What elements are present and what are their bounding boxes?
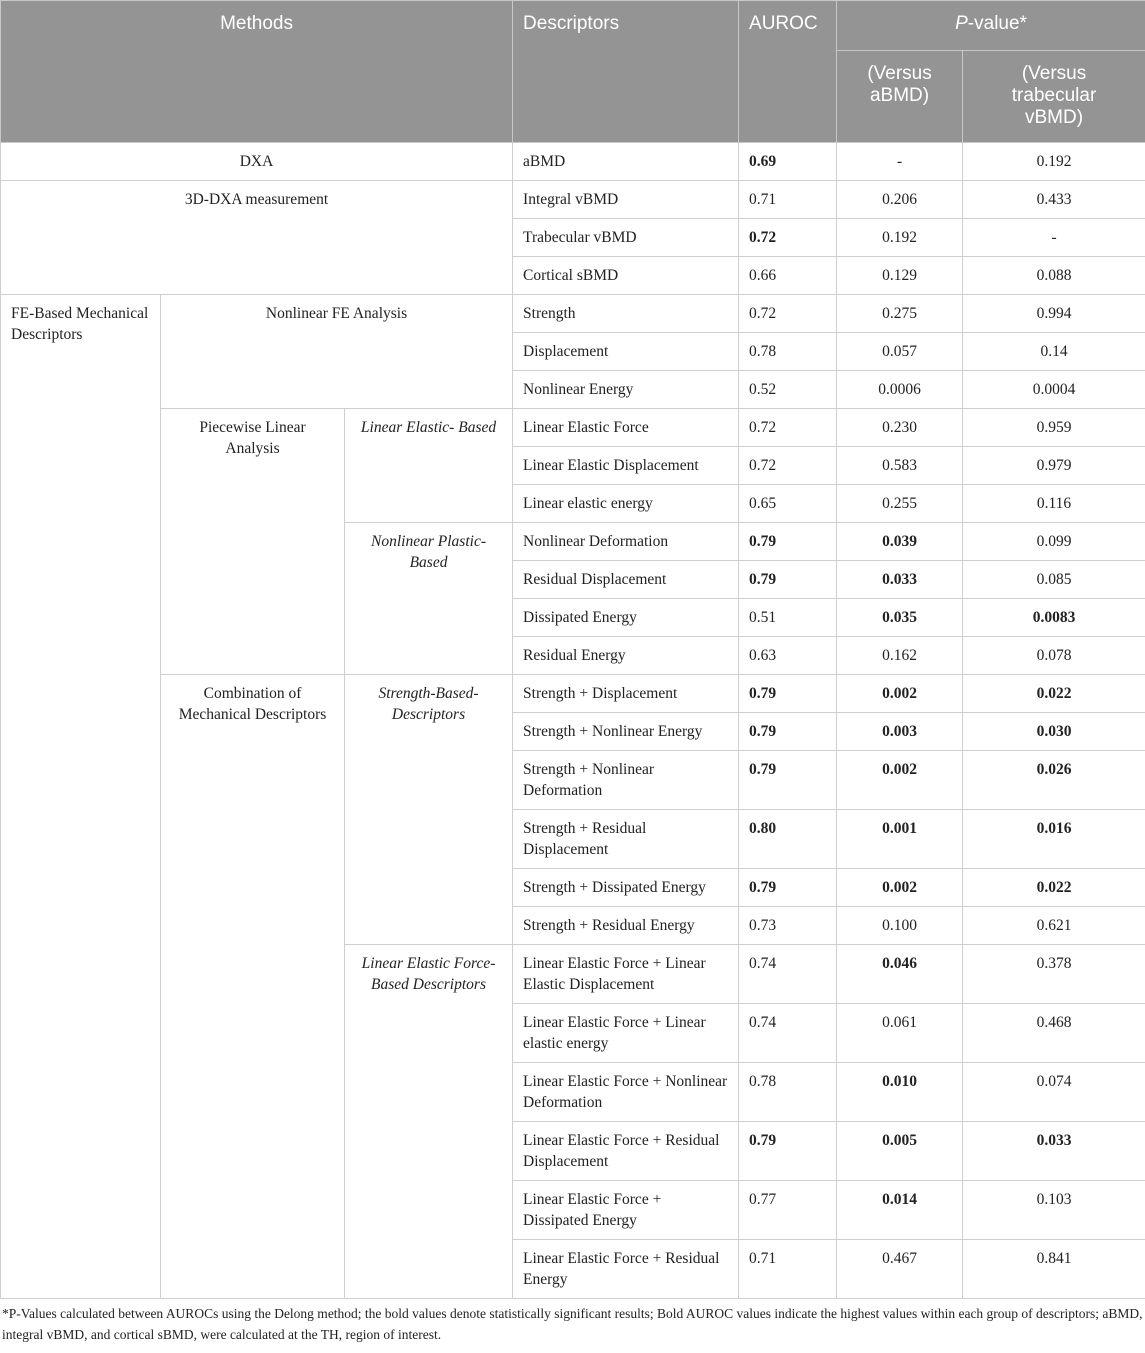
auroc-value-cell	[739, 810, 837, 869]
p-vs-abmd: 0.583	[882, 457, 917, 474]
descriptor: Linear Elastic Force + Linear elastic energy	[523, 1014, 706, 1052]
p-vs-tvbmd: 0.022	[1036, 879, 1072, 896]
p-vs-abmd-cell	[837, 143, 963, 181]
descriptor-cell	[513, 675, 739, 713]
auroc-value: 0.80	[749, 820, 777, 837]
auroc-value: 0.66	[749, 267, 777, 284]
p-vs-abmd: 0.014	[882, 1191, 917, 1208]
auroc-value: 0.79	[749, 761, 777, 778]
p-vs-tvbmd-cell	[963, 523, 1145, 561]
p-vs-tvbmd-cell	[963, 713, 1145, 751]
p-vs-abmd: 0.033	[882, 571, 917, 588]
p-vs-tvbmd: 0.088	[1036, 267, 1072, 284]
auroc-value: 0.74	[749, 1014, 777, 1031]
header-vs-tvbmd: (Versus trabecular vBMD)	[963, 51, 1145, 143]
auroc-value: 0.79	[749, 1132, 777, 1149]
descriptor: Linear Elastic Force + Linear Elastic Displacement	[523, 955, 706, 993]
p-vs-abmd: 0.192	[882, 229, 917, 246]
p-vs-tvbmd: 0.078	[1036, 647, 1072, 664]
p-vs-tvbmd-cell	[963, 1063, 1145, 1122]
descriptor: Nonlinear Energy	[523, 381, 634, 398]
p-vs-abmd: 0.129	[882, 267, 917, 284]
descriptor: Strength + Nonlinear Deformation	[523, 761, 655, 799]
descriptor: Strength	[523, 305, 576, 322]
descriptor-cell	[513, 1122, 739, 1181]
table-row	[1, 181, 1145, 219]
auroc-value: 0.79	[749, 879, 777, 896]
auroc-value: 0.74	[749, 955, 777, 972]
descriptor-cell	[513, 409, 739, 447]
p-vs-tvbmd: 0.959	[1036, 419, 1072, 436]
descriptor: Linear Elastic Force + Nonlinear Deformation	[523, 1073, 728, 1111]
descriptor: Linear elastic energy	[523, 495, 653, 512]
descriptor: Displacement	[523, 343, 609, 360]
p-vs-tvbmd-cell	[963, 485, 1145, 523]
descriptor: Dissipated Energy	[523, 609, 637, 626]
auroc-value: 0.72	[749, 457, 777, 474]
header-descriptors: Descriptors	[513, 1, 739, 143]
p-vs-abmd: 0.002	[882, 761, 917, 778]
p-vs-tvbmd: 0.033	[1036, 1132, 1072, 1149]
descriptor-cell	[513, 561, 739, 599]
descriptor-cell	[513, 1063, 739, 1122]
p-vs-abmd: 0.039	[882, 533, 917, 550]
header-vs-abmd: (Versus aBMD)	[837, 51, 963, 143]
descriptor: Strength + Dissipated Energy	[523, 879, 706, 896]
p-vs-abmd-cell	[837, 181, 963, 219]
descriptor: Strength + Nonlinear Energy	[523, 723, 703, 740]
p-vs-tvbmd-cell	[963, 561, 1145, 599]
auroc-value: 0.72	[749, 305, 777, 322]
p-vs-tvbmd: 0.030	[1036, 723, 1072, 740]
descriptor-cell	[513, 751, 739, 810]
p-vs-abmd-cell	[837, 810, 963, 869]
descriptor: Strength + Residual Displacement	[523, 820, 647, 858]
p-vs-tvbmd-cell	[963, 181, 1145, 219]
descriptor-cell	[513, 1181, 739, 1240]
auroc-value-cell	[739, 409, 837, 447]
descriptor: Linear Elastic Force + Dissipated Energy	[523, 1191, 662, 1229]
table-row	[1, 143, 1145, 181]
p-vs-tvbmd-cell	[963, 1240, 1145, 1299]
p-vs-tvbmd-cell	[963, 257, 1145, 295]
descriptor-cell	[513, 447, 739, 485]
p-vs-abmd-cell	[837, 675, 963, 713]
p-vs-abmd-cell	[837, 907, 963, 945]
auroc-value-cell	[739, 751, 837, 810]
p-vs-abmd: 0.002	[882, 685, 917, 702]
descriptor-cell	[513, 810, 739, 869]
p-vs-abmd-cell	[837, 219, 963, 257]
descriptor-cell	[513, 257, 739, 295]
p-vs-abmd-cell	[837, 295, 963, 333]
auroc-value-cell	[739, 1063, 837, 1122]
descriptor: Residual Displacement	[523, 571, 667, 588]
auroc-value-cell	[739, 1181, 837, 1240]
p-vs-tvbmd-cell	[963, 409, 1145, 447]
descriptor: Residual Energy	[523, 647, 626, 664]
auroc-value: 0.71	[749, 1250, 777, 1267]
p-vs-abmd-cell	[837, 751, 963, 810]
descriptor: Linear Elastic Force + Residual Energy	[523, 1250, 720, 1288]
p-vs-tvbmd: 0.433	[1036, 191, 1072, 208]
p-vs-tvbmd: 0.192	[1036, 153, 1072, 170]
auroc-value-cell	[739, 561, 837, 599]
p-vs-abmd-cell	[837, 1063, 963, 1122]
p-vs-tvbmd-cell	[963, 219, 1145, 257]
descriptor-cell	[513, 907, 739, 945]
auroc-value: 0.79	[749, 571, 777, 588]
p-vs-tvbmd-cell	[963, 751, 1145, 810]
auroc-value-cell	[739, 1122, 837, 1181]
p-vs-tvbmd: 0.979	[1036, 457, 1072, 474]
p-vs-tvbmd: 0.099	[1036, 533, 1072, 550]
p-vs-tvbmd: 0.994	[1036, 305, 1072, 322]
group-combination: Combination of Mechanical Descriptors	[161, 675, 345, 1299]
header-auroc: AUROC	[739, 1, 837, 143]
p-vs-abmd-cell	[837, 637, 963, 675]
auroc-value-cell	[739, 1240, 837, 1299]
p-vs-abmd-cell	[837, 599, 963, 637]
auroc-value-cell	[739, 257, 837, 295]
auroc-value: 0.78	[749, 343, 777, 360]
p-vs-abmd: 0.467	[882, 1250, 917, 1267]
p-vs-abmd-cell	[837, 945, 963, 1004]
descriptor: Cortical sBMD	[523, 267, 619, 284]
auroc-value-cell	[739, 675, 837, 713]
p-vs-tvbmd: 0.841	[1036, 1250, 1072, 1267]
auroc-value: 0.78	[749, 1073, 777, 1090]
p-vs-abmd-cell	[837, 523, 963, 561]
p-vs-tvbmd-cell	[963, 371, 1145, 409]
auroc-value: 0.77	[749, 1191, 777, 1208]
descriptor-cell	[513, 1004, 739, 1063]
p-vs-abmd-cell	[837, 371, 963, 409]
p-vs-tvbmd-cell	[963, 637, 1145, 675]
descriptor-cell	[513, 637, 739, 675]
p-vs-tvbmd: 0.0083	[1032, 609, 1076, 626]
p-vs-abmd-cell	[837, 409, 963, 447]
p-vs-abmd: 0.003	[882, 723, 917, 740]
p-vs-tvbmd: 0.016	[1036, 820, 1072, 837]
descriptor-cell	[513, 219, 739, 257]
descriptor: Linear Elastic Displacement	[523, 457, 699, 474]
auroc-value-cell	[739, 333, 837, 371]
descriptor-cell	[513, 713, 739, 751]
p-vs-tvbmd: 0.14	[1040, 343, 1068, 360]
auroc-value-cell	[739, 219, 837, 257]
p-vs-abmd: 0.162	[882, 647, 917, 664]
p-vs-abmd-cell	[837, 1240, 963, 1299]
p-vs-tvbmd-cell	[963, 810, 1145, 869]
p-vs-abmd-cell	[837, 869, 963, 907]
group-3d-dxa: 3D-DXA measurement	[1, 181, 513, 295]
auroc-value-cell	[739, 599, 837, 637]
descriptor: Linear Elastic Force	[523, 419, 649, 436]
auroc-value-cell	[739, 523, 837, 561]
auroc-value: 0.79	[749, 685, 777, 702]
header-methods: Methods	[1, 1, 513, 143]
auroc-value-cell	[739, 713, 837, 751]
auroc-value-cell	[739, 1004, 837, 1063]
p-vs-abmd-cell	[837, 561, 963, 599]
p-vs-tvbmd: 0.378	[1036, 955, 1072, 972]
auroc-value-cell	[739, 371, 837, 409]
auroc-value-cell	[739, 869, 837, 907]
p-vs-abmd: 0.005	[882, 1132, 917, 1149]
p-vs-abmd-cell	[837, 257, 963, 295]
p-vs-abmd: 0.046	[882, 955, 917, 972]
auroc-value: 0.72	[749, 419, 777, 436]
p-vs-abmd: 0.230	[882, 419, 917, 436]
auroc-value: 0.72	[749, 229, 777, 246]
p-vs-tvbmd: 0.074	[1036, 1073, 1072, 1090]
auroc-value-cell	[739, 447, 837, 485]
auroc-value: 0.73	[749, 917, 777, 934]
p-vs-tvbmd: 0.103	[1036, 1191, 1072, 1208]
p-vs-abmd-cell	[837, 485, 963, 523]
group-nonlinear-plastic: Nonlinear Plastic-Based	[345, 523, 513, 675]
p-vs-tvbmd-cell	[963, 945, 1145, 1004]
p-vs-abmd: 0.0006	[878, 381, 921, 398]
p-vs-abmd-cell	[837, 1181, 963, 1240]
group-lef-based: Linear Elastic Force-Based Descriptors	[345, 945, 513, 1299]
p-vs-abmd: 0.035	[882, 609, 917, 626]
p-vs-tvbmd-cell	[963, 295, 1145, 333]
group-linear-elastic: Linear Elastic- Based	[345, 409, 513, 523]
header-pvalue-rest: -value*	[967, 13, 1027, 34]
descriptor-cell	[513, 945, 739, 1004]
p-vs-abmd-cell	[837, 1122, 963, 1181]
descriptor: Strength + Displacement	[523, 685, 678, 702]
descriptor-cell	[513, 371, 739, 409]
descriptor: aBMD	[523, 153, 566, 170]
p-vs-tvbmd-cell	[963, 1122, 1145, 1181]
p-vs-abmd: 0.057	[882, 343, 917, 360]
auroc-value-cell	[739, 485, 837, 523]
auroc-value-cell	[739, 181, 837, 219]
auroc-value: 0.51	[749, 609, 777, 626]
header-pvalue	[837, 1, 1145, 51]
descriptor: Nonlinear Deformation	[523, 533, 669, 550]
p-vs-tvbmd-cell	[963, 599, 1145, 637]
group-nonlinear-fe: Nonlinear FE Analysis	[161, 295, 513, 409]
descriptor: Trabecular vBMD	[523, 229, 637, 246]
auroc-value: 0.79	[749, 723, 777, 740]
p-vs-abmd: -	[896, 153, 903, 170]
p-vs-tvbmd-cell	[963, 333, 1145, 371]
p-vs-tvbmd: 0.022	[1036, 685, 1072, 702]
p-vs-abmd: 0.255	[882, 495, 917, 512]
auroc-value-cell	[739, 637, 837, 675]
descriptor-cell	[513, 333, 739, 371]
table-footnote: *P-Values calculated between AUROCs using the Delong method; the bold values denote statistically significant results; Bold AUROC values indicate the highest values within each group of descriptors; aBMD, integral vBMD, and cortical sBMD, were calculated at the TH, region of interest.	[2, 1306, 1143, 1342]
descriptor-cell	[513, 869, 739, 907]
descriptor-cell	[513, 599, 739, 637]
auroc-value-cell	[739, 295, 837, 333]
p-vs-tvbmd-cell	[963, 675, 1145, 713]
auroc-value: 0.63	[749, 647, 777, 664]
auroc-value-cell	[739, 907, 837, 945]
group-piecewise-linear: Piecewise Linear Analysis	[161, 409, 345, 675]
p-vs-abmd-cell	[837, 713, 963, 751]
group-dxa: DXA	[1, 143, 513, 181]
p-vs-abmd-cell	[837, 333, 963, 371]
auroc-value: 0.65	[749, 495, 777, 512]
p-vs-tvbmd: 0.085	[1036, 571, 1072, 588]
p-vs-abmd: 0.001	[882, 820, 917, 837]
p-vs-tvbmd: 0.116	[1036, 495, 1072, 512]
p-vs-abmd: 0.206	[882, 191, 917, 208]
group-strength-based: Strength-Based-Descriptors	[345, 675, 513, 945]
descriptor-cell	[513, 143, 739, 181]
descriptor-cell	[513, 295, 739, 333]
p-vs-abmd: 0.100	[882, 917, 917, 934]
descriptor: Integral vBMD	[523, 191, 619, 208]
auroc-value-cell	[739, 143, 837, 181]
p-vs-tvbmd-cell	[963, 907, 1145, 945]
table-row	[1, 409, 1145, 447]
p-vs-tvbmd: 0.468	[1036, 1014, 1072, 1031]
p-vs-tvbmd: 0.621	[1036, 917, 1072, 934]
p-vs-abmd: 0.061	[882, 1014, 917, 1031]
table-row	[1, 675, 1145, 713]
descriptor-cell	[513, 1240, 739, 1299]
group-fe-based: FE-Based Mechanical Descriptors	[1, 295, 161, 1299]
p-vs-abmd: 0.002	[882, 879, 917, 896]
p-vs-tvbmd: -	[1051, 229, 1057, 246]
table-row	[1, 295, 1145, 333]
p-vs-tvbmd-cell	[963, 869, 1145, 907]
auroc-value: 0.69	[749, 153, 777, 170]
descriptor-cell	[513, 523, 739, 561]
descriptor-cell	[513, 485, 739, 523]
p-vs-tvbmd-cell	[963, 1004, 1145, 1063]
p-vs-tvbmd: 0.026	[1036, 761, 1072, 778]
auroc-value: 0.52	[749, 381, 777, 398]
p-vs-tvbmd-cell	[963, 1181, 1145, 1240]
p-vs-tvbmd-cell	[963, 447, 1145, 485]
p-vs-abmd-cell	[837, 1004, 963, 1063]
descriptor: Strength + Residual Energy	[523, 917, 695, 934]
p-vs-tvbmd-cell	[963, 143, 1145, 181]
descriptor: Linear Elastic Force + Residual Displacement	[523, 1132, 720, 1170]
auroc-value-cell	[739, 945, 837, 1004]
p-vs-abmd: 0.010	[882, 1073, 917, 1090]
auroc-value: 0.79	[749, 533, 777, 550]
p-vs-tvbmd: 0.0004	[1032, 381, 1076, 398]
auroc-value: 0.71	[749, 191, 777, 208]
p-vs-abmd: 0.275	[882, 305, 917, 322]
header-pvalue-p: P	[955, 13, 968, 34]
p-vs-abmd-cell	[837, 447, 963, 485]
descriptor-cell	[513, 181, 739, 219]
